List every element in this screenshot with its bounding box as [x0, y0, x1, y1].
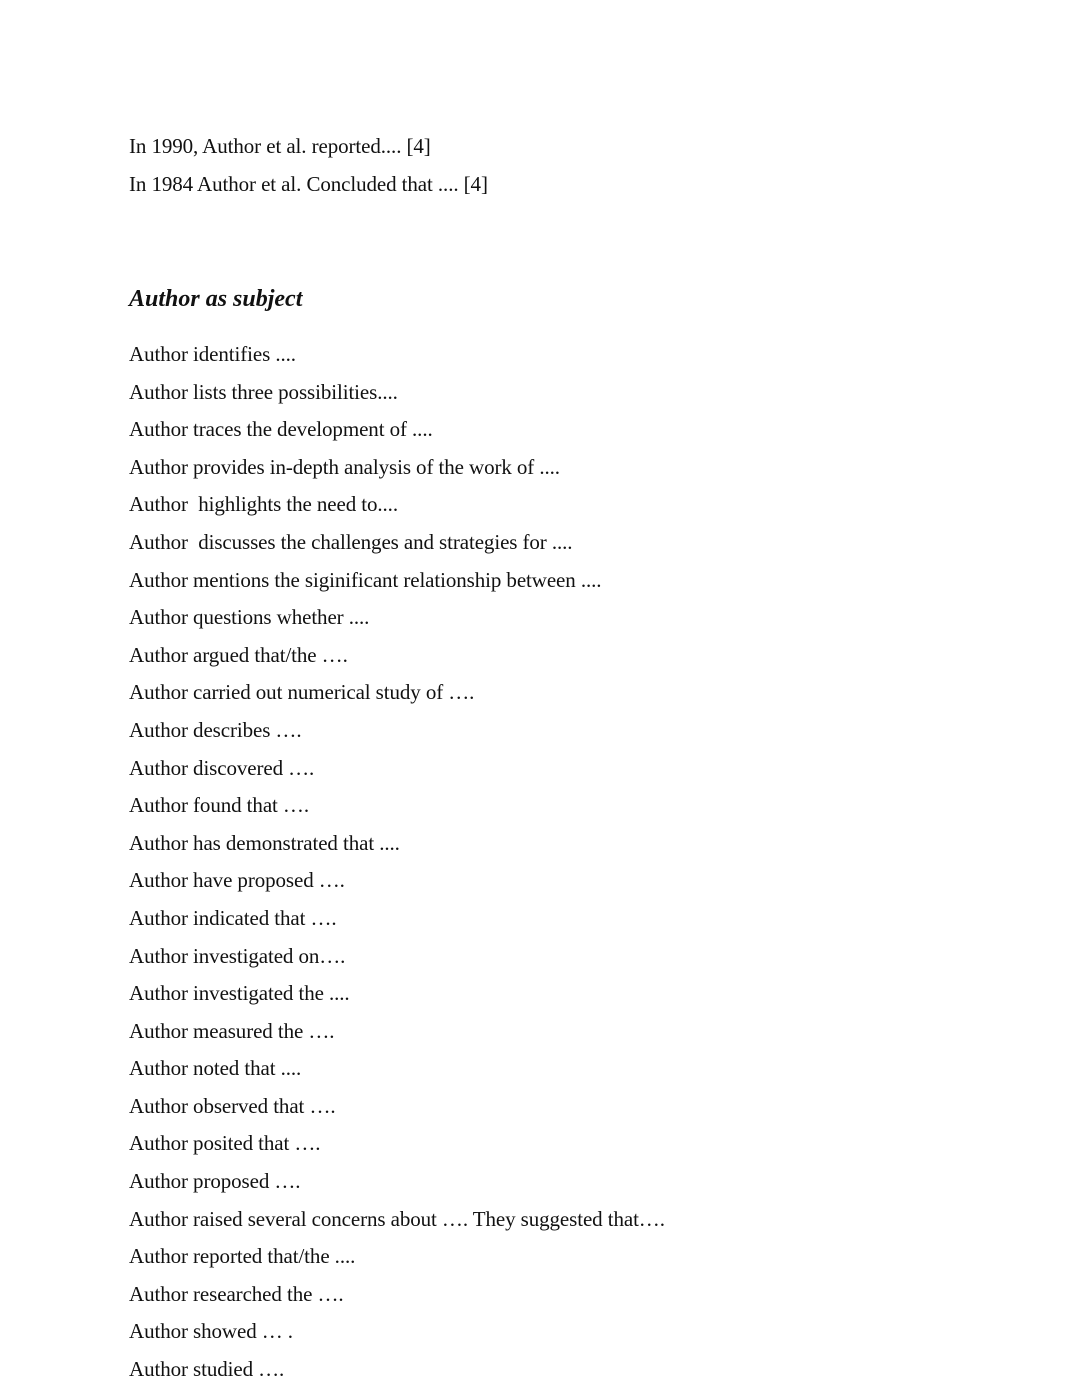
- phrase-item: Author argued that/the ….: [129, 642, 348, 667]
- phrase-item: Author mentions the siginificant relationship between ....: [129, 567, 602, 592]
- phrase-item: Author showed … .: [129, 1319, 293, 1344]
- phrase-item: Author raised several concerns about …. They suggested that….: [129, 1206, 665, 1231]
- phrase-item: Author describes ….: [129, 717, 302, 742]
- phrase-item: Author investigated on….: [129, 943, 346, 968]
- phrase-item: Author researched the ….: [129, 1281, 344, 1306]
- phrase-item: Author indicated that ….: [129, 905, 337, 930]
- phrase-item: Author identifies ....: [129, 342, 296, 366]
- phrase-list: [129, 336, 665, 1389]
- phrase-item: Author reported that/the ....: [129, 1244, 356, 1269]
- phrase-item: Author provides in-depth analysis of the work of ....: [129, 454, 560, 479]
- phrase-item: Author questions whether ....: [129, 605, 370, 630]
- phrase-item: Author discusses the challenges and strategies for ....: [129, 529, 573, 554]
- phrase-item: Author traces the development of ....: [129, 417, 433, 442]
- phrase-item: Author noted that ....: [129, 1056, 302, 1081]
- citation-line: In 1984 Author et al. Concluded that .... [4]: [129, 171, 488, 196]
- phrase-item: Author measured the ….: [129, 1018, 335, 1043]
- phrase-item: Author studied ….: [129, 1357, 285, 1382]
- phrase-item: Author highlights the need to....: [129, 492, 398, 517]
- phrase-item: Author posited that ….: [129, 1131, 321, 1156]
- phrase-item: Author lists three possibilities....: [129, 379, 398, 404]
- phrase-item: Author investigated the ....: [129, 981, 350, 1006]
- citation-line: In 1990, Author et al. reported.... [4]: [129, 134, 431, 158]
- citation-examples: [129, 128, 488, 203]
- phrase-item: Author found that ….: [129, 793, 309, 818]
- phrase-item: Author has demonstrated that ....: [129, 830, 400, 855]
- section-heading: Author as subject: [129, 286, 303, 312]
- phrase-item: Author discovered ….: [129, 755, 315, 780]
- phrase-item: Author observed that ….: [129, 1093, 336, 1118]
- phrase-item: Author carried out numerical study of ….: [129, 680, 475, 705]
- phrase-item: Author have proposed ….: [129, 868, 345, 893]
- phrase-item: Author proposed ….: [129, 1169, 301, 1194]
